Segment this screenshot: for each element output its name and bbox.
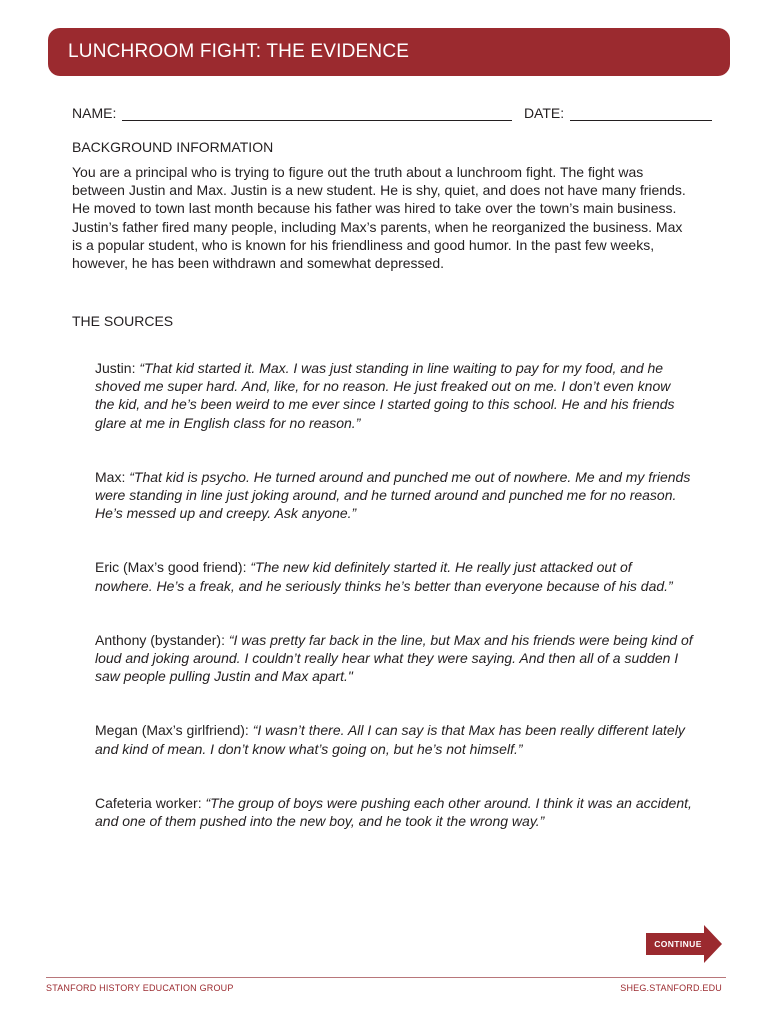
source-justin: [95, 359, 693, 432]
sources-heading: THE SOURCES: [72, 313, 174, 329]
source-anthony: [95, 631, 693, 686]
footer-divider: [46, 977, 726, 978]
background-heading: BACKGROUND INFORMATION: [72, 139, 274, 155]
source-quote: “The group of boys were pushing each other around. I think it was an accident, and one of them pushed into the new boy, and he took it the wrong way.”: [95, 794, 692, 830]
source-max: [95, 468, 693, 523]
source-quote: “I wasn’t there. All I can say is that Max has been really different lately and kind of mean. I don’t know what’s going on, but he’s not himself.”: [95, 722, 685, 757]
page-title: LUNCHROOM FIGHT: THE EVIDENCE: [68, 41, 410, 62]
source-quote: “That kid is psycho. He turned around and punched me out of nowhere. Me and my friends were standing in line just joking around, and he turned around and punched me for no reason. He’s messed up and creepy. Ask anyone.”: [95, 468, 691, 522]
source-speaker: Anthony (bystander):: [95, 631, 225, 648]
continue-label: CONTINUE: [654, 939, 702, 949]
source-speaker: Megan (Max’s girlfriend):: [95, 722, 249, 739]
continue-button[interactable]: [646, 925, 722, 963]
source-speaker: Justin: [95, 360, 132, 376]
date-field[interactable]: [570, 105, 712, 121]
source-separator: :: [121, 468, 130, 485]
source-speaker: Cafeteria worker:: [95, 794, 202, 811]
title-banner: [48, 28, 730, 76]
source-eric: [95, 558, 693, 594]
source-separator: :: [242, 559, 251, 576]
source-speaker: Eric (Max’s good friend): [95, 559, 243, 576]
background-text: You are a principal who is trying to figure out the truth about a lunchroom fight. The fight was between Justin and Max. Justin is a new student. He is shy, quiet, and does not have many friends. He moved to town last month because his father was hired to take over the town’s main business. Justin’s father fired many people, including Max’s parents, when he reorganized the business. Max is a popular student, who is known for his friendliness and good humor. In the past few weeks, however, he has been withdrawn and somewhat depressed.: [72, 164, 686, 272]
source-cafeteria-worker: [95, 794, 693, 830]
name-label: NAME:: [72, 105, 117, 121]
source-separator: :: [131, 360, 140, 376]
name-field[interactable]: [122, 105, 512, 121]
footer-url[interactable]: SHEG.STANFORD.EDU: [620, 983, 722, 993]
source-megan: [95, 721, 693, 757]
name-date-row: [72, 101, 712, 121]
sources-list: [95, 359, 693, 830]
date-label: DATE:: [523, 105, 565, 121]
footer-org: STANFORD HISTORY EDUCATION GROUP: [46, 983, 234, 993]
source-quote: “The new kid definitely started it. He really just attacked out of nowhere. He’s a freak, and he seriously thinks he’s better than everyone because of his dad.”: [95, 559, 673, 594]
source-quote: “That kid started it. Max. I was just standing in line waiting to pay for my food, and he shoved me super hard. And, like, for no reason. He just freaked out on me. I don’t even know the kid, and he’s been weird to me ever since I started going to this school. He and his friends glare at me in English class for no reason.”: [95, 360, 675, 431]
source-quote: “I was pretty far back in the line, but Max and his friends were being kind of loud and joking around. I couldn’t really hear what they were saying. And then all of a sudden I saw people pulling Justin and Max apart.": [95, 631, 693, 685]
source-speaker: Max: [95, 468, 122, 485]
